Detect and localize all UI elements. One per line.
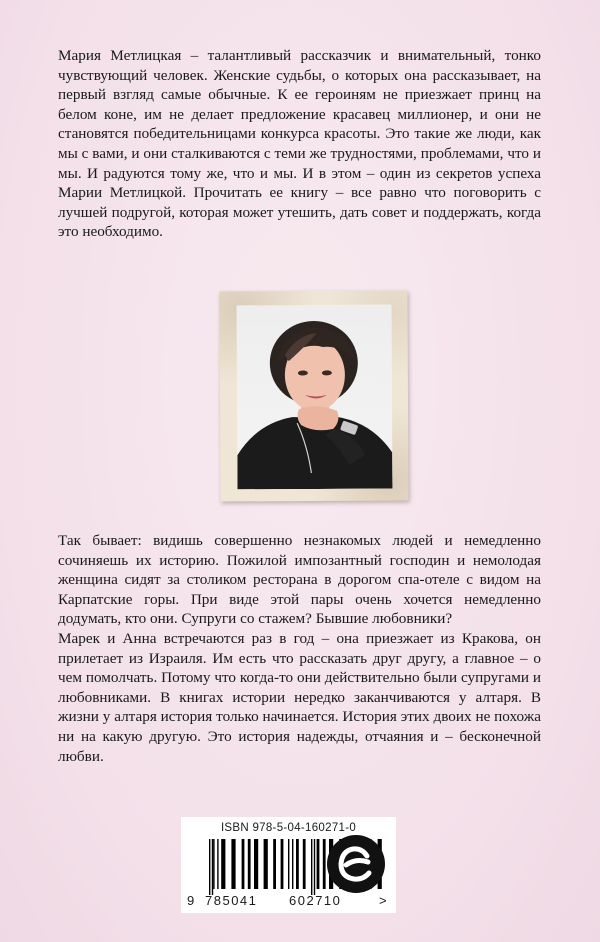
blurb-top xyxy=(58,46,541,242)
barcode-group-1: 785041 xyxy=(205,893,258,908)
blurb-top-paragraph: Мария Метлицкая – талантливый рассказчик и внимательный, тонко чувствующий человек. Женские судьбы, о которых она рассказывает, на первый взгляд самые обычные. К ее героиням не приезжает принц на белом коне, им не делает предложение красавец миллионер, и они не становятся победительницами конкурса красоты. Это такие же люди, как мы с вами, и они сталкиваются с теми же трудностями, проблемами, что и мы. И радуются тому же, что и мы. И в этом – один из секретов успеха Марии Метлицкой. Прочитать ее книгу – все равно что поговорить с лучшей подругой, которая может утешить, дать совет и поддержать, когда это необходимо. xyxy=(58,47,541,241)
blurb-bottom-paragraph-2: Марек и Анна встречаются раз в год – она приезжает из Кракова, он прилетает из Израиля. Им есть что рассказать друг другу, а главное – о чем помолчать. Потому что когда-то они действительно были супругами и любовниками. В книгах истории нередко заканчиваются у алтаря. В жизни у алтаря история только начинается. История этих двоих не похожа ни на какую другую. Это история надежды, отчаяния и – бесконечной любви. xyxy=(58,629,541,765)
isbn-label: ISBN 978-5-04-160271-0 xyxy=(220,822,357,834)
author-portrait-illustration xyxy=(237,305,393,490)
author-photo-frame xyxy=(219,291,408,502)
eksmo-e-logo-icon xyxy=(326,834,386,894)
blurb-bottom xyxy=(58,531,541,766)
author-portrait-photo xyxy=(237,305,393,490)
barcode-group-2: 602710 xyxy=(289,893,342,908)
barcode-lead-digit: 9 xyxy=(187,893,196,908)
blurb-bottom-paragraph-1: Так бывает: видишь совершенно незнакомых людей и немедленно сочиняешь их историю. Пожилой импозантный господин и немолодая женщина сидят за столиком ресторана в дорогом спа-отеле с видом на Карпатские горы. При виде этой пары очень хочется немедленно додумать, кто они. Супруги со стажем? Бывшие любовники? xyxy=(58,532,541,628)
barcode-trailing-mark: > xyxy=(379,893,389,908)
